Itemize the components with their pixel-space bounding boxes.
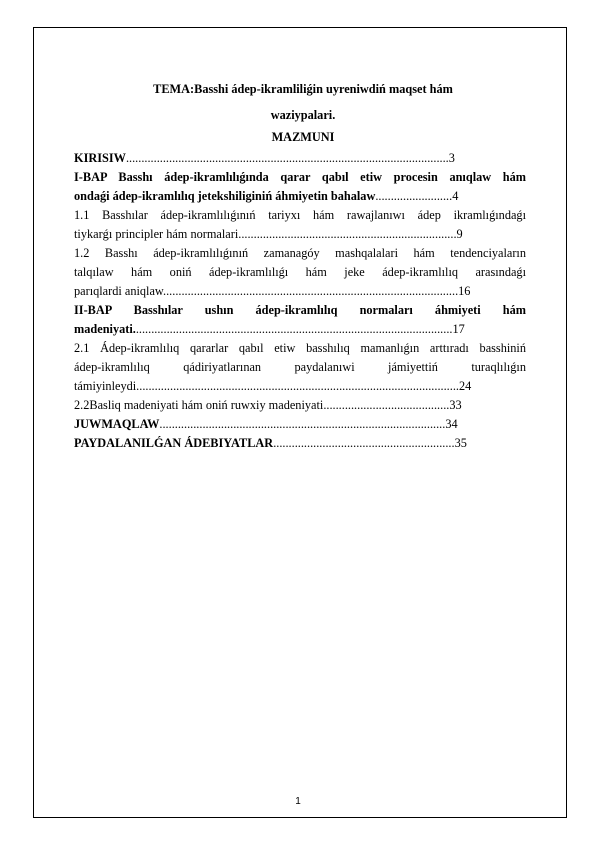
toc-page: 33	[449, 398, 462, 412]
toc-entry-text-line: támiyinleydi	[74, 379, 137, 393]
toc-page: 24	[458, 379, 472, 393]
toc-dots: .......................................................................................................	[135, 322, 453, 336]
toc-page: 9	[456, 227, 463, 241]
toc-entry-section-2-1[interactable]	[74, 339, 526, 396]
toc-entry-text: PAYDALANILǴAN ÁDEBIYATLAR	[74, 436, 274, 450]
toc-entry-references[interactable]	[74, 434, 526, 453]
title-line-2: waziypalari.	[270, 108, 336, 122]
toc-entry-text-line: parıqlardi aniqlaw	[74, 284, 164, 298]
toc-entry-text: JUWMAQLAW	[74, 417, 160, 431]
toc-dots: .......................................................................	[238, 227, 457, 241]
toc-page: 4	[452, 189, 459, 203]
toc-page: 3	[448, 151, 455, 165]
toc-dots: .........................................	[323, 398, 450, 412]
toc-entry-section-1-1[interactable]	[74, 206, 526, 244]
toc-entry-section-2-2[interactable]	[74, 396, 526, 415]
toc-entry-text: KIRISIW	[74, 151, 126, 165]
toc-heading: MAZMUNI	[271, 130, 335, 144]
toc-entry-text-line: madeniyati.	[74, 322, 136, 336]
toc-page: 34	[445, 417, 458, 431]
toc-entry-juwmaqlaw[interactable]	[74, 415, 526, 434]
toc-dots: ...........................................................	[273, 436, 455, 450]
toc-dots: .........................	[375, 189, 453, 203]
toc-entry-text-line: 1.2 Basshı ádep-ikramlılıǵınıń zamanagóy mashqalalari hám tendenciyaların	[74, 246, 526, 260]
toc-entry-text-line: I-BAP Basshı ádep-ikramlılıǵında qarar qabıl etiw procesin anıqlaw hám	[74, 170, 526, 184]
toc-page: 17	[452, 322, 465, 336]
toc-entry-kirisiw[interactable]	[74, 149, 526, 168]
toc-entry-section-1-2[interactable]	[74, 244, 526, 301]
toc-dots: .........................................................................................................	[136, 379, 459, 393]
toc-page: 16	[458, 284, 471, 298]
toc-entry-text-line: tiykarǵı principler hám normalari	[74, 227, 239, 241]
toc-dots: .............................................................................................	[159, 417, 446, 431]
title-line-1: TEMA:Basshi ádep-ikramliliǵin uyreniwdiń maqset hám	[153, 82, 453, 96]
table-of-contents	[74, 149, 526, 453]
toc-entry-text-line: ádep-ikramlılıq qádiriyatlarınan paydalanıwi jámiyettiń turaqlılıǵın	[74, 360, 526, 374]
toc-entry-chapter-2[interactable]	[74, 301, 526, 339]
toc-page: 35	[454, 436, 467, 450]
toc-entry-text-line: ondaǵi ádep-ikramlılıq jetekshiliginiń áhmiyetin bahalaw	[74, 189, 376, 203]
toc-dots: ................................................................................................	[163, 284, 459, 298]
toc-entry-text-line: 2.1 Ádep-ikramlılıq qararlar qabıl etiw basshılıq mamanlıǵın arttıradı basshiniń	[74, 341, 526, 355]
toc-entry-text-line: 1.1 Basshılar ádep-ikramlılıǵınıń tariyxı hám rawajlanıwı ádep ikramlıǵındaǵı	[74, 208, 526, 222]
toc-entry-chapter-1[interactable]	[74, 168, 526, 206]
toc-entry-text: 2.2Basliq madeniyati hám oniń ruwxiy madeniyati	[74, 398, 324, 412]
toc-dots: .........................................................................................................	[125, 151, 449, 165]
toc-entry-text-line: talqılaw hám oniń ádep-ikramlılıǵı hám jeke ádep-ikramlılıq arasındaǵı	[74, 265, 526, 279]
document-title	[74, 76, 532, 128]
toc-entry-text-line: II-BAP Basshılar ushın ádep-ikramlılıq normaları áhmiyeti hám	[74, 303, 526, 317]
page-number: 1	[295, 796, 301, 807]
